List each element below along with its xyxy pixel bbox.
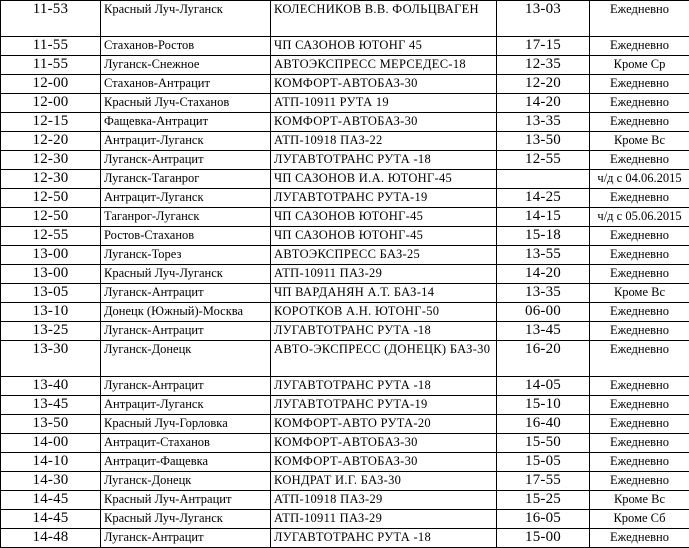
departure-time-cell: 12-50 bbox=[1, 189, 101, 208]
table-row bbox=[1, 434, 689, 453]
table-row bbox=[1, 396, 689, 415]
route-cell: Стаханов-Антрацит bbox=[101, 75, 271, 94]
frequency-cell: Ежедневно bbox=[590, 227, 689, 246]
arrival-time-cell: 16-40 bbox=[497, 415, 590, 434]
frequency-cell: Ежедневно bbox=[590, 472, 689, 491]
frequency-cell: Ежедневно bbox=[590, 151, 689, 170]
frequency-cell: ч/д с 05.06.2015 bbox=[590, 208, 689, 227]
departure-time-cell: 13-00 bbox=[1, 246, 101, 265]
carrier-cell: АТП-10911 ПАЗ-29 bbox=[271, 265, 497, 284]
frequency-cell: Кроме Вс bbox=[590, 491, 689, 510]
frequency-cell: Кроме Вс bbox=[590, 132, 689, 151]
departure-time-cell: 12-30 bbox=[1, 170, 101, 189]
table-row bbox=[1, 56, 689, 75]
carrier-cell: КОМФОРТ-АВТОБАЗ-30 bbox=[271, 434, 497, 453]
route-cell: Красный Луч-Луганск bbox=[101, 510, 271, 529]
departure-time-cell: 14-45 bbox=[1, 491, 101, 510]
arrival-time-cell: 14-20 bbox=[497, 265, 590, 284]
carrier-cell: КОМФОРТ-АВТОБАЗ-30 bbox=[271, 113, 497, 132]
carrier-cell: ЧП САЗОНОВ ЮТОНГ-45 bbox=[271, 227, 497, 246]
arrival-time-cell: 16-05 bbox=[497, 510, 590, 529]
table-row bbox=[1, 491, 689, 510]
carrier-cell: ЛУГАВТОТРАНС РУТА-19 bbox=[271, 189, 497, 208]
arrival-time-cell: 14-15 bbox=[497, 208, 590, 227]
arrival-time-cell: 12-20 bbox=[497, 75, 590, 94]
carrier-cell: АТП-10911 РУТА 19 bbox=[271, 94, 497, 113]
route-cell: Луганск-Антрацит bbox=[101, 151, 271, 170]
frequency-cell: Ежедневно bbox=[590, 75, 689, 94]
frequency-cell: Ежедневно bbox=[590, 1, 689, 37]
route-cell: Антрацит-Луганск bbox=[101, 132, 271, 151]
frequency-cell: Ежедневно bbox=[590, 113, 689, 132]
route-cell: Красный Луч-Луганск bbox=[101, 265, 271, 284]
departure-time-cell: 11-55 bbox=[1, 37, 101, 56]
table-row bbox=[1, 94, 689, 113]
departure-time-cell: 14-30 bbox=[1, 472, 101, 491]
table-row bbox=[1, 284, 689, 303]
departure-time-cell: 14-48 bbox=[1, 529, 101, 548]
carrier-cell: ЧП САЗОНОВ ЮТОНГ-45 bbox=[271, 208, 497, 227]
arrival-time-cell: 06-00 bbox=[497, 303, 590, 322]
departure-time-cell: 14-45 bbox=[1, 510, 101, 529]
route-cell: Луганск-Донецк bbox=[101, 472, 271, 491]
carrier-cell: АТП-10911 ПАЗ-29 bbox=[271, 510, 497, 529]
departure-time-cell: 13-00 bbox=[1, 265, 101, 284]
departure-time-cell: 13-45 bbox=[1, 396, 101, 415]
route-cell: Ростов-Стаханов bbox=[101, 227, 271, 246]
arrival-time-cell: 14-20 bbox=[497, 94, 590, 113]
arrival-time-cell: 12-35 bbox=[497, 56, 590, 75]
frequency-cell: Ежедневно bbox=[590, 322, 689, 341]
departure-time-cell: 13-10 bbox=[1, 303, 101, 322]
route-cell: Антрацит-Луганск bbox=[101, 189, 271, 208]
route-cell: Антрацит-Стаханов bbox=[101, 434, 271, 453]
arrival-time-cell: 13-35 bbox=[497, 113, 590, 132]
table-row bbox=[1, 132, 689, 151]
carrier-cell: КОМФОРТ-АВТОБАЗ-30 bbox=[271, 453, 497, 472]
route-cell: Луганск-Торез bbox=[101, 246, 271, 265]
arrival-time-cell: 14-05 bbox=[497, 377, 590, 396]
carrier-cell: КОНДРАТ И.Г. БАЗ-30 bbox=[271, 472, 497, 491]
route-cell: Стаханов-Ростов bbox=[101, 37, 271, 56]
departure-time-cell: 13-25 bbox=[1, 322, 101, 341]
table-row bbox=[1, 415, 689, 434]
frequency-cell: Ежедневно bbox=[590, 415, 689, 434]
frequency-cell: Ежедневно bbox=[590, 341, 689, 377]
table-row bbox=[1, 227, 689, 246]
departure-time-cell: 13-30 bbox=[1, 341, 101, 377]
frequency-cell: Ежедневно bbox=[590, 434, 689, 453]
route-cell: Луганск-Антрацит bbox=[101, 529, 271, 548]
arrival-time-cell: 17-55 bbox=[497, 472, 590, 491]
route-cell: Луганск-Антрацит bbox=[101, 284, 271, 303]
arrival-time-cell: 13-55 bbox=[497, 246, 590, 265]
frequency-cell: Ежедневно bbox=[590, 246, 689, 265]
carrier-cell: ЧП САЗОНОВ ЮТОНГ 45 bbox=[271, 37, 497, 56]
table-row bbox=[1, 1, 689, 37]
route-cell: Луганск-Снежное bbox=[101, 56, 271, 75]
table-row bbox=[1, 453, 689, 472]
table-row bbox=[1, 472, 689, 491]
carrier-cell: ЛУГАВТОТРАНС РУТА -18 bbox=[271, 322, 497, 341]
frequency-cell: Ежедневно bbox=[590, 303, 689, 322]
departure-time-cell: 14-00 bbox=[1, 434, 101, 453]
carrier-cell: АВТО-ЭКСПРЕСС (ДОНЕЦК) БАЗ-30 bbox=[271, 341, 497, 377]
departure-time-cell: 12-30 bbox=[1, 151, 101, 170]
table-row bbox=[1, 151, 689, 170]
carrier-cell: АТП-10918 ПАЗ-29 bbox=[271, 491, 497, 510]
frequency-cell: Ежедневно bbox=[590, 189, 689, 208]
route-cell: Луганск-Антрацит bbox=[101, 377, 271, 396]
arrival-time-cell: 15-10 bbox=[497, 396, 590, 415]
frequency-cell: Ежедневно bbox=[590, 265, 689, 284]
table-row bbox=[1, 208, 689, 227]
arrival-time-cell: 15-25 bbox=[497, 491, 590, 510]
table-row bbox=[1, 37, 689, 56]
frequency-cell: ч/д с 04.06.2015 bbox=[590, 170, 689, 189]
arrival-time-cell: 13-35 bbox=[497, 284, 590, 303]
departure-time-cell: 13-05 bbox=[1, 284, 101, 303]
table-row bbox=[1, 377, 689, 396]
arrival-time-cell: 17-15 bbox=[497, 37, 590, 56]
table-row bbox=[1, 246, 689, 265]
carrier-cell: ЧП САЗОНОВ И.А. ЮТОНГ-45 bbox=[271, 170, 497, 189]
frequency-cell: Ежедневно bbox=[590, 37, 689, 56]
route-cell: Антрацит-Фащевка bbox=[101, 453, 271, 472]
route-cell: Красный Луч-Стаханов bbox=[101, 94, 271, 113]
carrier-cell: КОРОТКОВ А.Н. ЮТОНГ-50 bbox=[271, 303, 497, 322]
carrier-cell: АВТОЭКСПРЕСС МЕРСЕДЕС-18 bbox=[271, 56, 497, 75]
arrival-time-cell: 12-55 bbox=[497, 151, 590, 170]
frequency-cell: Ежедневно bbox=[590, 377, 689, 396]
arrival-time-cell: 13-50 bbox=[497, 132, 590, 151]
arrival-time-cell: 16-20 bbox=[497, 341, 590, 377]
route-cell: Красный Луч-Луганск bbox=[101, 1, 271, 37]
route-cell: Красный Луч-Горловка bbox=[101, 415, 271, 434]
frequency-cell: Кроме Сб bbox=[590, 510, 689, 529]
arrival-time-cell bbox=[497, 170, 590, 189]
arrival-time-cell: 15-50 bbox=[497, 434, 590, 453]
route-cell: Таганрог-Луганск bbox=[101, 208, 271, 227]
carrier-cell: ЧП ВАРДАНЯН А.Т. БАЗ-14 bbox=[271, 284, 497, 303]
table-row bbox=[1, 189, 689, 208]
carrier-cell: ЛУГАВТОТРАНС РУТА -18 bbox=[271, 529, 497, 548]
arrival-time-cell: 15-05 bbox=[497, 453, 590, 472]
departure-time-cell: 12-50 bbox=[1, 208, 101, 227]
table-row bbox=[1, 113, 689, 132]
table-row bbox=[1, 510, 689, 529]
frequency-cell: Ежедневно bbox=[590, 529, 689, 548]
table-row bbox=[1, 303, 689, 322]
departure-time-cell: 12-00 bbox=[1, 75, 101, 94]
carrier-cell: КОЛЕСНИКОВ В.В. ФОЛЬЦВАГЕН bbox=[271, 1, 497, 37]
arrival-time-cell: 14-25 bbox=[497, 189, 590, 208]
carrier-cell: ЛУГАВТОТРАНС РУТА -18 bbox=[271, 377, 497, 396]
departure-time-cell: 14-10 bbox=[1, 453, 101, 472]
carrier-cell: ЛУГАВТОТРАНС РУТА -18 bbox=[271, 151, 497, 170]
carrier-cell: АВТОЭКСПРЕСС БАЗ-25 bbox=[271, 246, 497, 265]
arrival-time-cell: 15-00 bbox=[497, 529, 590, 548]
frequency-cell: Кроме Вс bbox=[590, 284, 689, 303]
departure-time-cell: 13-50 bbox=[1, 415, 101, 434]
schedule-rows bbox=[1, 1, 689, 548]
frequency-cell: Кроме Ср bbox=[590, 56, 689, 75]
table-row bbox=[1, 265, 689, 284]
arrival-time-cell: 13-03 bbox=[497, 1, 590, 37]
carrier-cell: ЛУГАВТОТРАНС РУТА-19 bbox=[271, 396, 497, 415]
carrier-cell: КОМФОРТ-АВТО РУТА-20 bbox=[271, 415, 497, 434]
route-cell: Фащевка-Антрацит bbox=[101, 113, 271, 132]
frequency-cell: Ежедневно bbox=[590, 94, 689, 113]
carrier-cell: КОМФОРТ-АВТОБАЗ-30 bbox=[271, 75, 497, 94]
table-row bbox=[1, 341, 689, 377]
table-row bbox=[1, 529, 689, 548]
route-cell: Луганск-Донецк bbox=[101, 341, 271, 377]
route-cell: Донецк (Южный)-Москва bbox=[101, 303, 271, 322]
table-row bbox=[1, 75, 689, 94]
arrival-time-cell: 13-45 bbox=[497, 322, 590, 341]
departure-time-cell: 11-55 bbox=[1, 56, 101, 75]
route-cell: Луганск-Таганрог bbox=[101, 170, 271, 189]
departure-time-cell: 12-15 bbox=[1, 113, 101, 132]
route-cell: Антрацит-Луганск bbox=[101, 396, 271, 415]
frequency-cell: Ежедневно bbox=[590, 453, 689, 472]
table-row bbox=[1, 322, 689, 341]
departure-time-cell: 12-00 bbox=[1, 94, 101, 113]
arrival-time-cell: 15-18 bbox=[497, 227, 590, 246]
departure-time-cell: 13-40 bbox=[1, 377, 101, 396]
route-cell: Красный Луч-Антрацит bbox=[101, 491, 271, 510]
departure-time-cell: 12-55 bbox=[1, 227, 101, 246]
departure-time-cell: 11-53 bbox=[1, 1, 101, 37]
route-cell: Луганск-Антрацит bbox=[101, 322, 271, 341]
carrier-cell: АТП-10918 ПАЗ-22 bbox=[271, 132, 497, 151]
departure-time-cell: 12-20 bbox=[1, 132, 101, 151]
frequency-cell: Ежедневно bbox=[590, 396, 689, 415]
table-row bbox=[1, 170, 689, 189]
